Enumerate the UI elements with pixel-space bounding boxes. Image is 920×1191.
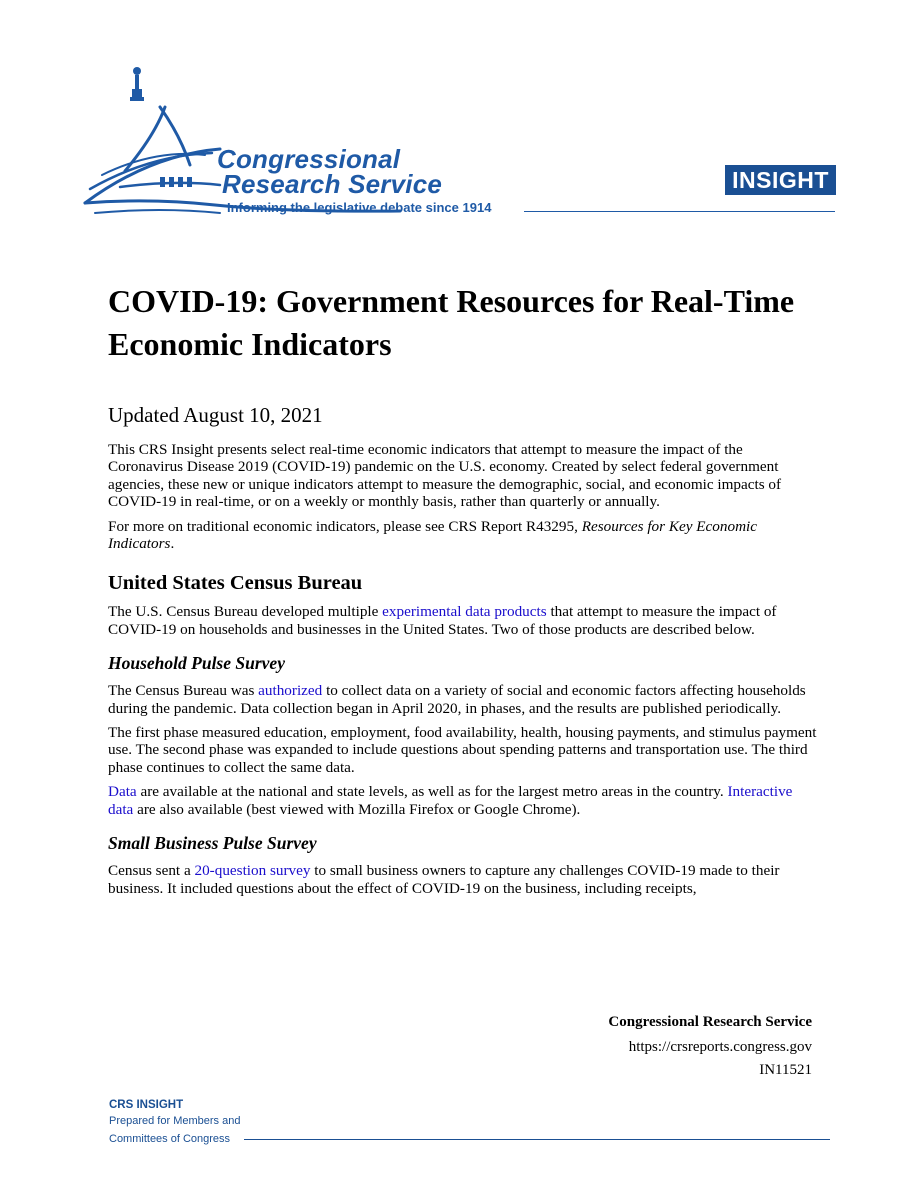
census-text-end: that attempt to measure the impact of COVID-19 on households and businesses in the United States. Two of those products are described below. [108, 603, 777, 638]
household-pulse-heading: Household Pulse Survey [108, 653, 285, 674]
data-link[interactable]: Data [108, 783, 137, 801]
small-business-pulse-heading: Small Business Pulse Survey [108, 833, 317, 854]
more-info-paragraph [108, 518, 818, 553]
hps-p1-end: to collect data on a variety of social and economic factors affecting households during the pandemic. Data collection began in April 2020, in phases, and the results are published periodically. [108, 682, 806, 717]
footer-organization: Congressional Research Service [608, 1014, 812, 1030]
updated-date: Updated August 10, 2021 [108, 403, 323, 427]
document-title: COVID-19: Government Resources for Real-Time Economic Indicators [108, 283, 795, 362]
more-info-end: . [170, 535, 175, 553]
brand-name-line1: Congressional [217, 144, 401, 174]
hps-paragraph-3 [108, 783, 818, 818]
hps-p3-end: are also available (best viewed with Mozilla Firefox or Google Chrome). [133, 800, 581, 818]
crs-insight-label: CRS INSIGHT [109, 1099, 184, 1111]
report-id: IN11521 [759, 1062, 812, 1078]
insight-badge: INSIGHT [725, 165, 836, 195]
more-info-text: For more on traditional economic indicators, please see CRS Report R43295, [108, 517, 582, 535]
authorized-link[interactable]: authorized [258, 682, 323, 700]
experimental-data-link[interactable]: experimental data products [382, 603, 547, 621]
document-body [108, 441, 818, 904]
hps-p3-middle: are available at the national and state levels, as well as for the largest metro areas in the country. [136, 783, 728, 801]
footer-url[interactable]: https://crsreports.congress.gov [628, 1039, 812, 1055]
census-heading: United States Census Bureau [108, 572, 363, 595]
sbps-text-end: to small business owners to capture any challenges COVID-19 made to their business. It included questions about the effect of COVID-19 on the business, including receipts, [108, 862, 780, 897]
brand-name-line2: Research Service [222, 169, 443, 199]
census-paragraph [108, 603, 818, 638]
brand-tagline: Informing the legislative debate since 1914 [227, 200, 492, 215]
sbps-paragraph [108, 862, 818, 897]
header-divider [524, 211, 835, 212]
census-text-start: The U.S. Census Bureau developed multiple [108, 603, 383, 621]
sbps-text-start: Census sent a [108, 862, 195, 880]
prepared-for-line1: Prepared for Members and [109, 1115, 241, 1127]
footer-divider [244, 1139, 830, 1140]
hps-p1-start: The Census Bureau was [108, 682, 259, 700]
intro-paragraph: This CRS Insight presents select real-time economic indicators that attempt to measure the impact of the Coronavirus Disease 2019 (COVID-19) pandemic on the U.S. economy. Created by select federal government agencies, these new or unique indicators attempt to measure the demographic, social, and economic impacts of COVID-19 in real-time, or on a weekly or monthly basis, rather than quarterly or annually. [108, 441, 782, 511]
interactive-data-link[interactable]: Interactive data [108, 783, 793, 818]
report-title: Resources for Key Economic Indicators [108, 517, 757, 553]
prepared-for-line2: Committees of Congress [109, 1133, 231, 1145]
hps-paragraph-1 [108, 682, 818, 717]
hps-paragraph-2: The first phase measured education, employment, food availability, health, housing payments, and stimulus payment use. The second phase was expanded to include questions about spending patterns and transportation use. The third phase continues to collect the same data. [108, 724, 817, 776]
survey-link[interactable]: 20-question survey [194, 862, 311, 880]
